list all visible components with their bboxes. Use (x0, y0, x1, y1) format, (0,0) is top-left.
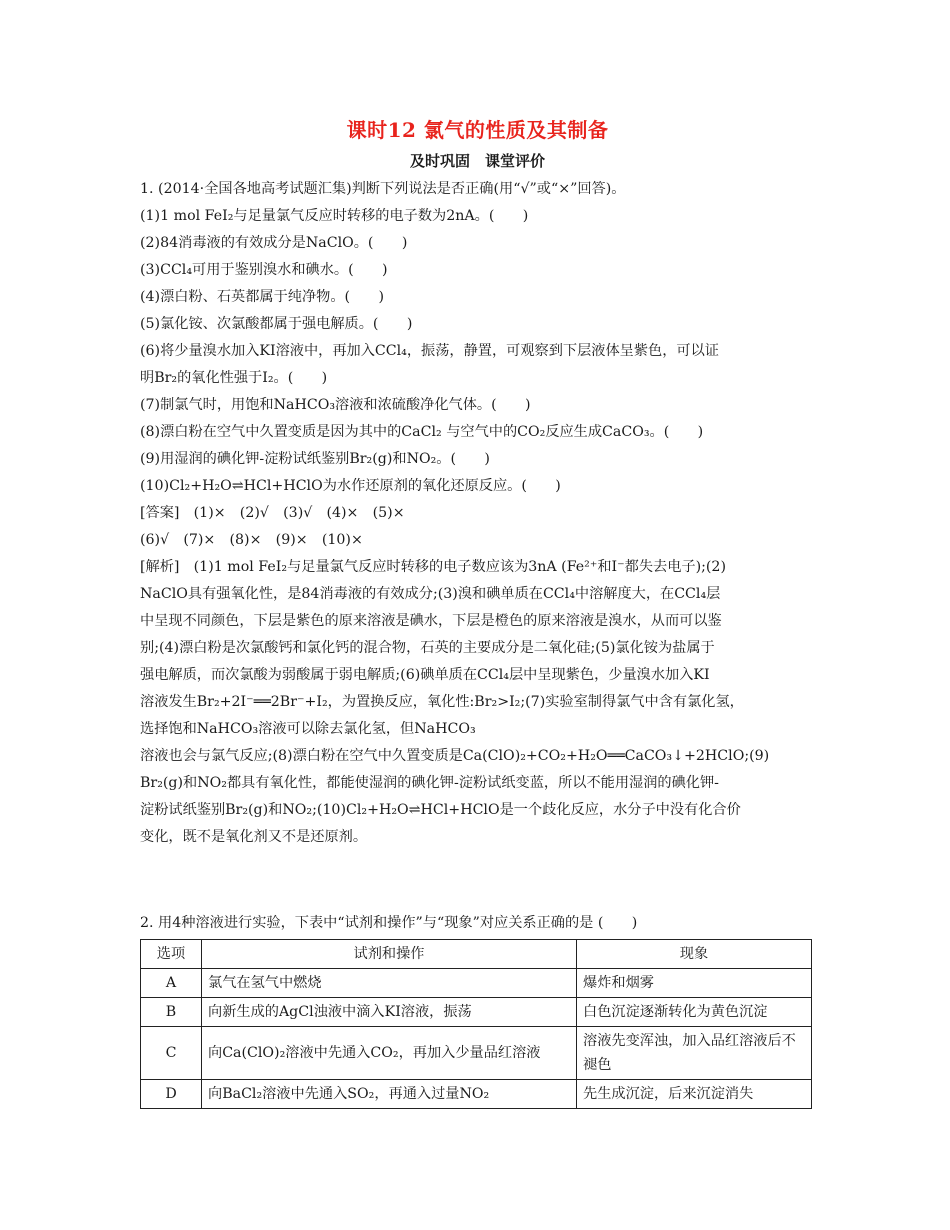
analysis-line: [解析] (1)1 mol FeI₂与足量氯气反应时转移的电子数应该为3nA (Fe²⁺和I⁻都失去电子);(2) (140, 559, 726, 575)
analysis-line: 淀粉试纸鉴别Br₂(g)和NO₂;(10)Cl₂+H₂O⇌HCl+HClO是一个歧化反应，水分子中没有化合价 (140, 802, 741, 818)
phenomenon-cell: 爆炸和烟雾 (577, 969, 812, 998)
statement-line: (6)将少量溴水加入KI溶液中，再加入CCl₄，振荡，静置，可观察到下层液体呈紫色，可以证 (140, 343, 719, 359)
analysis-line: 中呈现不同颜色，下层是紫色的原来溶液是碘水，下层是橙色的原来溶液是溴水，从而可以鉴 (140, 613, 722, 629)
header-option: 选项 (141, 940, 202, 969)
option-label: D (141, 1080, 202, 1109)
option-label: B (141, 998, 202, 1027)
analysis-line: 强电解质，而次氯酸为弱酸属于弱电解质;(6)碘单质在CCl₄层中呈现紫色，少量溴水加入KI (140, 667, 710, 683)
statement-line: (2)84消毒液的有效成分是NaClO。( ) (140, 235, 408, 251)
table-row (141, 969, 812, 998)
header-reagent-operation: 试剂和操作 (202, 940, 577, 969)
page-title: 课时12 氯气的性质及其制备 (346, 118, 609, 142)
option-label: C (141, 1027, 202, 1080)
analysis-line: 选择饱和NaHCO₃溶液可以除去氯化氢，但NaHCO₃ (140, 721, 476, 737)
option-label: A (141, 969, 202, 998)
header-phenomenon: 现象 (577, 940, 812, 969)
answer-line: (6)√ (7)× (8)× (9)× (10)× (140, 532, 363, 548)
statement-line: (3)CCl₄可用于鉴别溴水和碘水。( ) (140, 262, 388, 278)
question-1-block (140, 176, 815, 851)
statement-line: (4)漂白粉、石英都属于纯净物。( ) (140, 289, 384, 305)
question-2-stem: 2. 用4种溶液进行实验，下表中“试剂和操作”与“现象”对应关系正确的是 ( ) (140, 915, 638, 931)
analysis-line: 溶液也会与氯气反应;(8)漂白粉在空气中久置变质是Ca(ClO)₂+CO₂+H₂O══CaCO₃↓+2HClO;(9) (140, 748, 770, 764)
options-table (140, 939, 812, 1109)
analysis-line: Br₂(g)和NO₂都具有氧化性，都能使湿润的碘化钾-淀粉试纸变蓝，所以不能用湿润的碘化钾- (140, 775, 719, 791)
statement-line: (9)用湿润的碘化钾-淀粉试纸鉴别Br₂(g)和NO₂。( ) (140, 451, 490, 467)
table-row (141, 1027, 812, 1080)
statement-line: (10)Cl₂+H₂O⇌HCl+HClO为水作还原剂的氧化还原反应。( ) (140, 478, 561, 494)
analysis-line: 溶液发生Br₂+2I⁻══2Br⁻+I₂，为置换反应，氧化性:Br₂>I₂;(7)实验室制得氯气中含有氯化氢， (140, 694, 744, 710)
phenomenon-cell: 白色沉淀逐渐转化为黄色沉淀 (577, 998, 812, 1027)
question-1-stem: 1. (2014·全国各地高考试题汇集)判断下列说法是否正确(用“√”或“×”回答)。 (140, 181, 626, 197)
reagent-cell: 向BaCl₂溶液中先通入SO₂，再通入过量NO₂ (202, 1080, 577, 1109)
statement-line: (5)氯化铵、次氯酸都属于强电解质。( ) (140, 316, 413, 332)
reagent-cell: 氯气在氢气中燃烧 (202, 969, 577, 998)
table-header-row (141, 940, 812, 969)
reagent-cell: 向新生成的AgCl浊液中滴入KI溶液，振荡 (202, 998, 577, 1027)
analysis-line: NaClO具有强氧化性，是84消毒液的有效成分;(3)溴和碘单质在CCl₄中溶解度大，在CCl₄层 (140, 586, 721, 602)
analysis-line: 别;(4)漂白粉是次氯酸钙和氯化钙的混合物，石英的主要成分是二氧化硅;(5)氯化铵为盐属于 (140, 640, 715, 656)
section-subtitle: 及时巩固 课堂评价 (409, 152, 545, 170)
statement-line: (1)1 mol FeI₂与足量氯气反应时转移的电子数为2nA。( ) (140, 208, 529, 224)
phenomenon-cell: 先生成沉淀，后来沉淀消失 (577, 1080, 812, 1109)
statement-line: (8)漂白粉在空气中久置变质是因为其中的CaCl₂ 与空气中的CO₂反应生成CaCO₃。( ) (140, 424, 704, 440)
reagent-cell: 向Ca(ClO)₂溶液中先通入CO₂，再加入少量品红溶液 (202, 1027, 577, 1080)
answer-line: [答案] (1)× (2)√ (3)√ (4)× (5)× (140, 505, 405, 521)
statement-line: (7)制氯气时，用饱和NaHCO₃溶液和浓硫酸净化气体。( ) (140, 397, 531, 413)
table-row (141, 1080, 812, 1109)
table-row (141, 998, 812, 1027)
phenomenon-cell: 溶液先变浑浊，加入品红溶液后不褪色 (577, 1027, 812, 1080)
statement-line: 明Br₂的氧化性强于I₂。( ) (140, 370, 328, 386)
analysis-line: 变化，既不是氧化剂又不是还原剂。 (140, 829, 368, 845)
